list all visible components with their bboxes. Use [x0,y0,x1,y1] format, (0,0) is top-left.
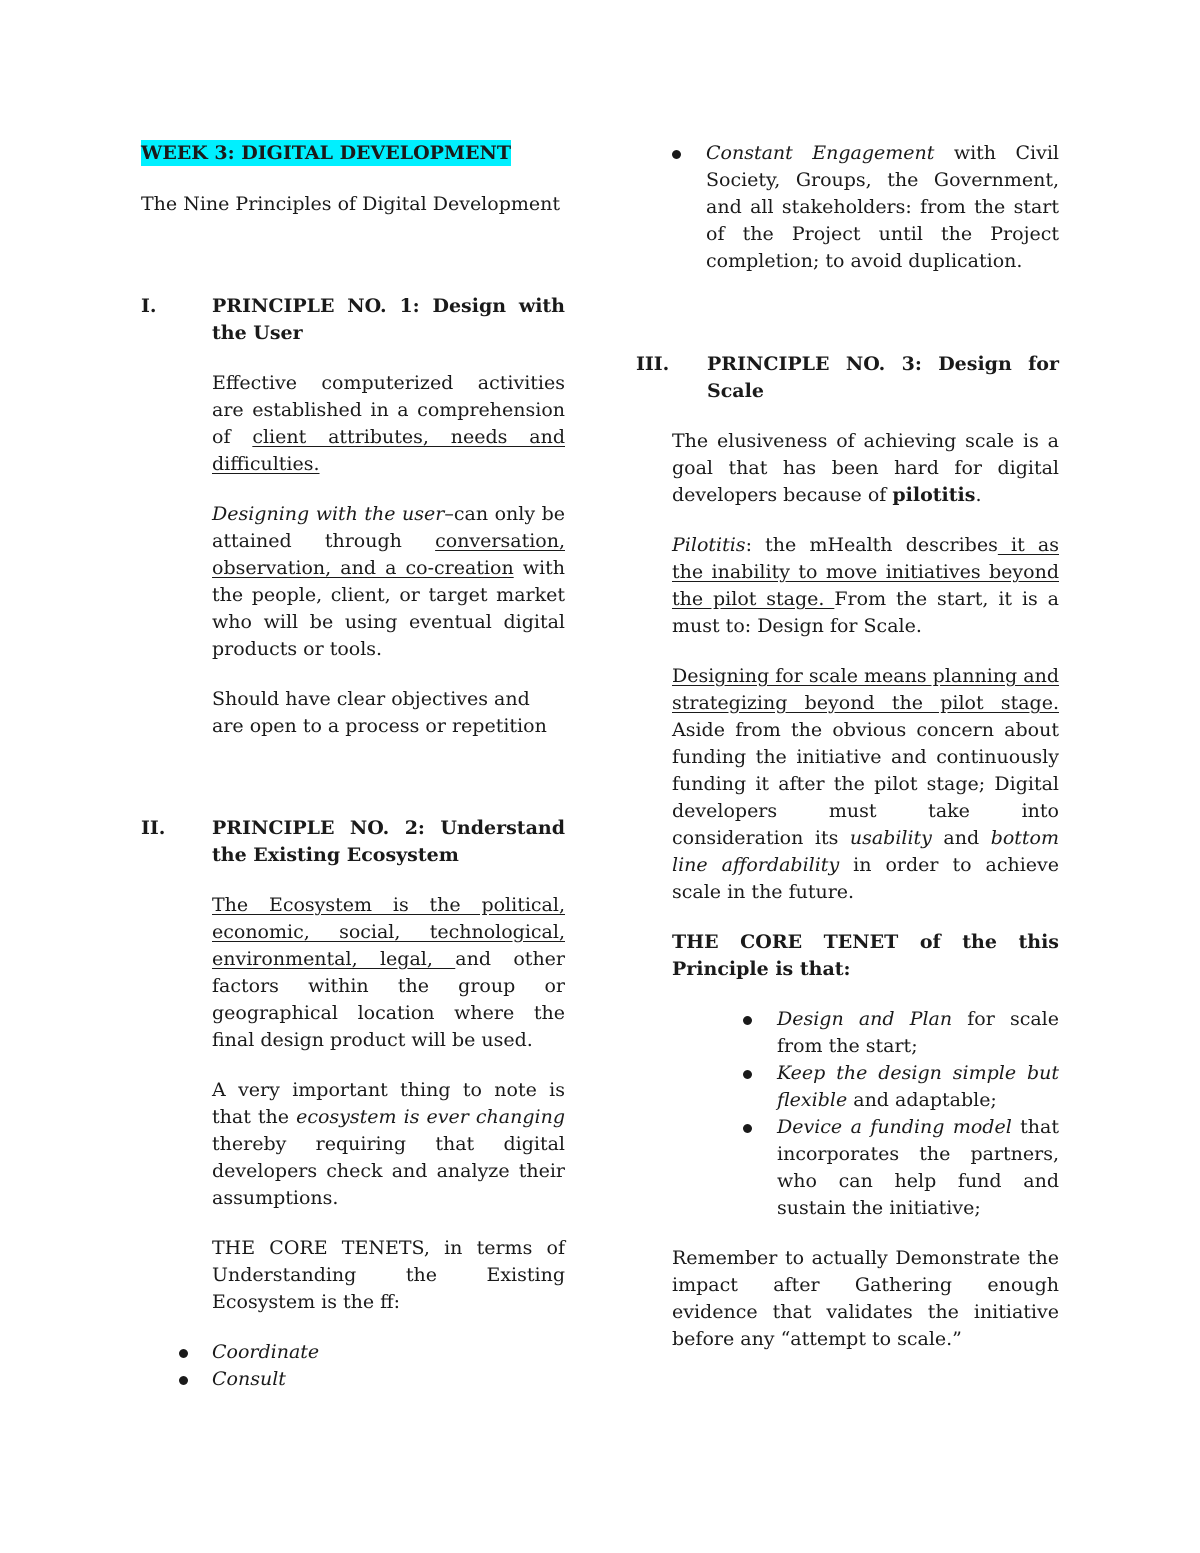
principle-3-title: PRINCIPLE NO. 3: Design for Scale [707,353,1059,402]
right-column [636,140,1060,1353]
principle-2-tenet-list [141,1339,565,1393]
list-item: Coordinate [141,1339,565,1366]
principle-1-title: PRINCIPLE NO. 1: Design with the User [212,295,565,344]
list-item: Device a funding model that incorporates the partners, who can help fund and sustain the initiative; [743,1114,1059,1222]
principle-3-remember: Remember to actually Demonstrate the impact after Gathering enough evidence that validates the initiative before any “attempt to scale.” [672,1247,1059,1350]
principle-1-paragraph-1: Effective computerized activities are established in a comprehension of client attributes, needs and difficulties. [212,372,565,475]
principle-3-core-tenet: THE CORE TENET of the this Principle is that: [672,931,1059,980]
principle-3-paragraph-1: The elusiveness of achieving scale is a goal that has been hard for digital developers because of pilotitis. [672,430,1059,506]
left-column [141,140,565,1393]
principle-2-title: PRINCIPLE NO. 2: Understand the Existing Ecosystem [212,817,565,866]
document-title: WEEK 3: DIGITAL DEVELOPMENT [141,142,511,164]
list-item: Constant Engagement with Civil Society, Groups, the Government, and all stakeholders: from the start of the Project until the Project completion; to avoid duplication. [672,140,1059,275]
principle-2-tenet-list-continued [672,140,1059,275]
principle-2-heading [141,815,565,869]
principle-1-paragraph-3: Should have clear objectives and are open to a process or repetition [212,688,547,737]
principle-3-tenet-list [672,1006,1059,1222]
list-item: Keep the design simple but flexible and adaptable; [743,1060,1059,1114]
principle-3-paragraph-3: Designing for scale means planning and strategizing beyond the pilot stage. Aside from the obvious concern about funding the initiative and continuously funding it after the pilot stage; Digital developers must take into consideration its usability and bottom line affordability in order to achieve scale in the future. [672,665,1060,903]
principle-2-paragraph-3: THE CORE TENETS, in terms of Understanding the Existing Ecosystem is the ff: [212,1237,565,1313]
principle-3-paragraph-2: Pilotitis: the mHealth describes it as the inability to move initiatives beyond the pilot stage. From the start, it is a must to: Design for Scale. [672,534,1059,637]
principle-1-number: I. [141,295,157,317]
principle-2-number: II. [141,817,166,839]
document-subtitle: The Nine Principles of Digital Development [141,193,560,215]
principle-3-number: III. [636,353,670,375]
principle-2-paragraph-2: A very important thing to note is that the ecosystem is ever changing thereby requiring that digital developers check and analyze their assumptions. [212,1079,565,1209]
list-item: Consult [141,1366,565,1393]
principle-1-heading [141,293,565,347]
principle-3-heading [636,351,1059,405]
list-item: Design and Plan for scale from the start; [743,1006,1059,1060]
principle-1-paragraph-2: Designing with the user–can only be attained through conversation, observation, and a co-creation with the people, client, or target market who will be using eventual digital products or tools. [212,503,565,660]
principle-2-paragraph-1: The Ecosystem is the political, economic, social, technological, environmental, legal, and other factors within the group or geographical location where the final design product will be used. [212,894,566,1051]
